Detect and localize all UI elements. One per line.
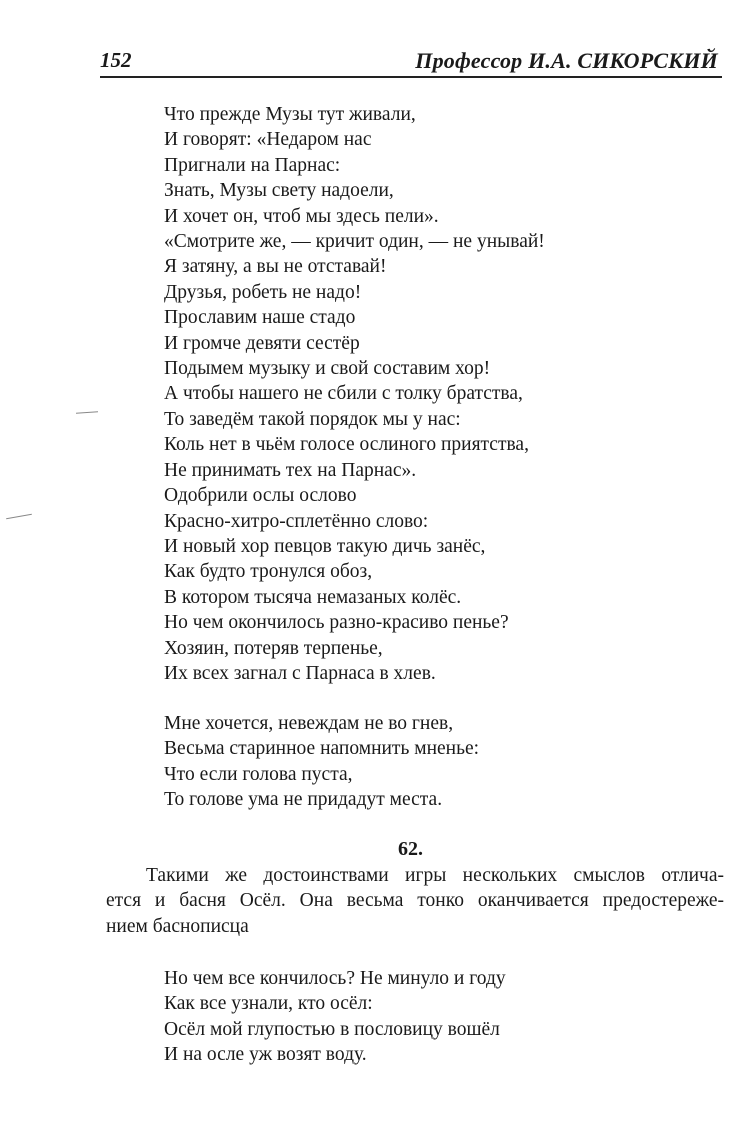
margin-pencil-mark [76,411,98,414]
poem-line: То заведём такой порядок мы у нас: [164,408,461,430]
poem-line: Что если голова пуста, [164,763,353,785]
poem-line: И громче девяти сестёр [164,332,360,354]
running-title: Профессор И.А. СИКОРСКИЙ [415,48,718,73]
poem-line: Прославим наше стадо [164,307,356,329]
poem-line: И говорят: «Недаром нас [164,129,372,151]
margin-pencil-mark [6,514,32,519]
poem-line: Не принимать тех на Парнас». [164,459,417,481]
poem-line: В котором тысяча немазаных колёс. [164,586,462,608]
poem-line: Красно-хитро-сплетённо слово: [164,510,429,532]
page-number: 152 [100,48,132,72]
poem-line: Коль нет в чьём голосе ослиного приятства, [164,434,529,456]
prose-line: ется и басня Осёл. Она весьма тонко оканчивается предостереже- [106,890,724,912]
poem-line: Но чем все кончилось? Не минуло и году [164,968,506,989]
poem-line: Как все узнали, кто осёл: [164,993,373,1015]
header-rule [100,76,722,78]
poem-stanza-1 [164,102,545,686]
poem-line: Друзья, робеть не надо! [164,281,362,303]
section-number: 62. [398,838,423,860]
poem-line: То голове ума не придадут места. [164,789,443,811]
prose-paragraph [106,863,724,939]
poem-stanza-3 [164,966,506,1068]
poem-line: Я затяну, а вы не отставай! [164,256,387,278]
prose-line: Такими же достоинствами игры нескольких смыслов отлича- [146,865,724,886]
poem-line: И хочет он, чтоб мы здесь пели». [164,205,439,227]
poem-line: Их всех загнал с Парнаса в хлев. [164,662,436,684]
prose-line: нием баснописца [106,915,249,937]
poem-line: Весьма старинное напомнить мненье: [164,738,480,760]
poem-line: Одобрили ослы ослово [164,485,357,507]
poem-line: И новый хор певцов такую дичь занёс, [164,535,486,557]
poem-line: Подымем музыку и свой составим хор! [164,358,491,380]
poem-line: Хозяин, потеряв терпенье, [164,637,383,659]
poem-line: Что прежде Музы тут живали, [164,104,416,125]
poem-line: А чтобы нашего не сбили с толку братства, [164,383,523,405]
poem-stanza-2 [164,711,479,813]
poem-line: Осёл мой глупостью в пословицу вошёл [164,1018,500,1040]
poem-line: Знать, Музы свету надоели, [164,180,394,202]
poem-line: Мне хочется, невеждам не во гнев, [164,713,454,734]
poem-line: Пригнали на Парнас: [164,154,341,176]
poem-line: Но чем окончилось разно-красиво пенье? [164,612,509,634]
poem-line: Как будто тронулся обоз, [164,561,373,583]
poem-line: «Смотрите же, — кричит один, — не унывай! [164,231,545,253]
poem-line: И на осле уж возят воду. [164,1044,367,1066]
page-header [100,44,718,80]
